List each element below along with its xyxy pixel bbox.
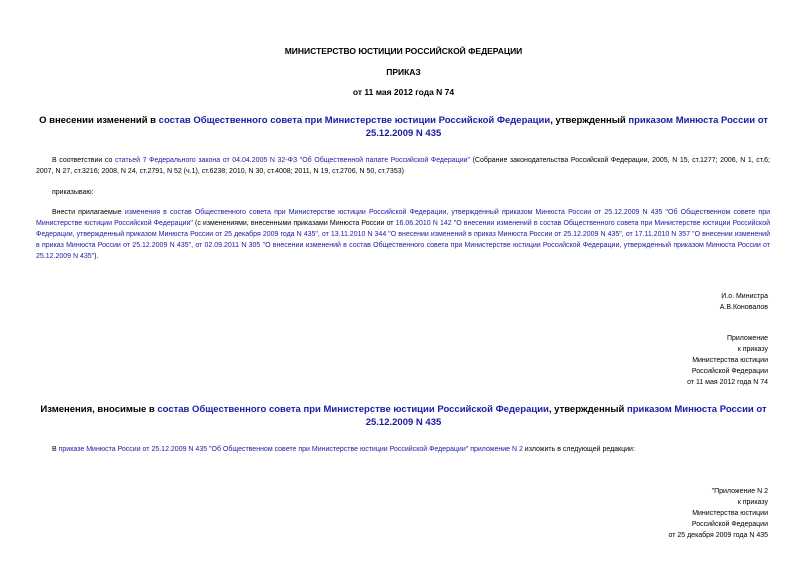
signature-block xyxy=(508,291,768,313)
doc-date-number: от 11 мая 2012 года N 74 xyxy=(352,87,455,97)
changes-council-link[interactable]: состав Общественного совета при Министерстве юстиции Российской Федерации xyxy=(157,404,549,415)
order-title-text-1: О внесении изменений в xyxy=(39,115,159,126)
order-word: приказываю: xyxy=(52,189,94,196)
order-435-council-link[interactable]: приказе Минюста России от 25.12.2009 N 435 "Об Общественном совете при Министерстве юстиции Российской Федерации" xyxy=(58,446,469,453)
signature-name: А.В.Коновалов xyxy=(719,304,768,311)
appendix2-line-3: Министерства юстиции xyxy=(692,510,768,517)
changes-title-text-1: Изменения, вносимые в xyxy=(40,404,158,415)
appendix2-line-2: к приказу xyxy=(737,499,768,506)
body-text-1: Внести прилагаемые xyxy=(52,209,125,216)
appendix2-line-1: "Приложение N 2 xyxy=(711,488,768,495)
signature-role: И.о. Министра xyxy=(721,293,768,300)
appendix2-line-5: от 25 декабря 2009 года N 435 xyxy=(668,532,768,539)
changes-link[interactable]: изменения в состав Общественного совета при Министерстве юстиции Российской Федерации, утвержденный приказом Минюста России от 25.12.2009 N 435 "Об Общественном совете при Министерстве юстиции Российской Федерации" xyxy=(36,209,770,227)
appendix-line-5: от 11 мая 2012 года N 74 xyxy=(687,379,768,386)
council-composition-link[interactable]: состав Общественного совета при Министерстве юстиции Российской Федерации xyxy=(158,115,551,126)
preamble-paragraph xyxy=(36,155,770,177)
appendix-line-3: Министерства юстиции xyxy=(692,357,768,364)
changes-text-3: изложить в следующей редакции: xyxy=(522,446,635,453)
changes-order-link[interactable]: приказом Минюста России от 25.12.2009 N 435 xyxy=(365,404,767,428)
preamble-text-2: (Собрание законодательства Российской Федерации, 2005, N 15, ст.1277; 2006, N 1, ст.6; 2007, N 27, ст.3216; 2008, N 24, ст.2791, N 52 (ч.1), ст.6238; 2010, N 30, ст.4008; 2011, N 19, ст.2706, N 50, ст.7353) xyxy=(36,157,770,175)
ministry-heading: МИНИСТЕРСТВО ЮСТИЦИИ РОССИЙСКОЙ ФЕДЕРАЦИИ xyxy=(284,46,523,56)
body-paragraph xyxy=(36,207,770,262)
doc-type-heading: ПРИКАЗ xyxy=(386,67,421,77)
changes-title xyxy=(30,403,777,429)
changes-text-1: В xyxy=(52,446,59,453)
order-435-link[interactable]: приказом Минюста России от 25.12.2009 N 435 xyxy=(365,115,768,139)
appendix-line-4: Российской Федерации xyxy=(691,368,768,375)
amending-orders-link[interactable]: 16.06.2010 N 142 "О внесении изменений в состав Общественного совета при Министерстве юстиции Российской Федерации, утвержденный приказом Минюста России от 25 декабря 2009 года N 435", от 13.11.2010 N 344 "О внесении изменений в приказ Минюста России от 25.12.2009 N 435", от 17.11.2010 N 357 "О внесении изменений в приказ Минюста России от 25.12.2009 N 435", от 02.09.2011 N 305 "О внесении изменений в состав Общественного совета при Министерстве юстиции Российской Федерации, утвержденный приказом Минюста России от 25.12.2009 N 435" xyxy=(36,220,770,260)
appendix-line-2: к приказу xyxy=(737,346,768,353)
changes-paragraph xyxy=(36,444,770,455)
appendix-line-1: Приложение xyxy=(726,335,768,342)
order-title xyxy=(30,114,777,140)
law-article-link[interactable]: статьей 7 Федерального закона от 04.04.2005 N 32-ФЗ "Об Общественной палате Российской Федерации" xyxy=(114,157,471,164)
body-text-2: (с изменениями, внесенными приказами Минюста России от xyxy=(192,220,396,227)
preamble-text-1: В соответствии со xyxy=(52,157,115,164)
body-text-3: ). xyxy=(94,253,99,260)
appendix-2-link[interactable]: приложение N 2 xyxy=(470,446,523,453)
changes-title-text-2: , утвержденный xyxy=(548,404,628,415)
appendix2-line-4: Российской Федерации xyxy=(691,521,768,528)
appendix-reference xyxy=(508,333,768,388)
order-title-text-2: , утвержденный xyxy=(550,115,629,126)
appendix-2-reference xyxy=(508,486,768,541)
